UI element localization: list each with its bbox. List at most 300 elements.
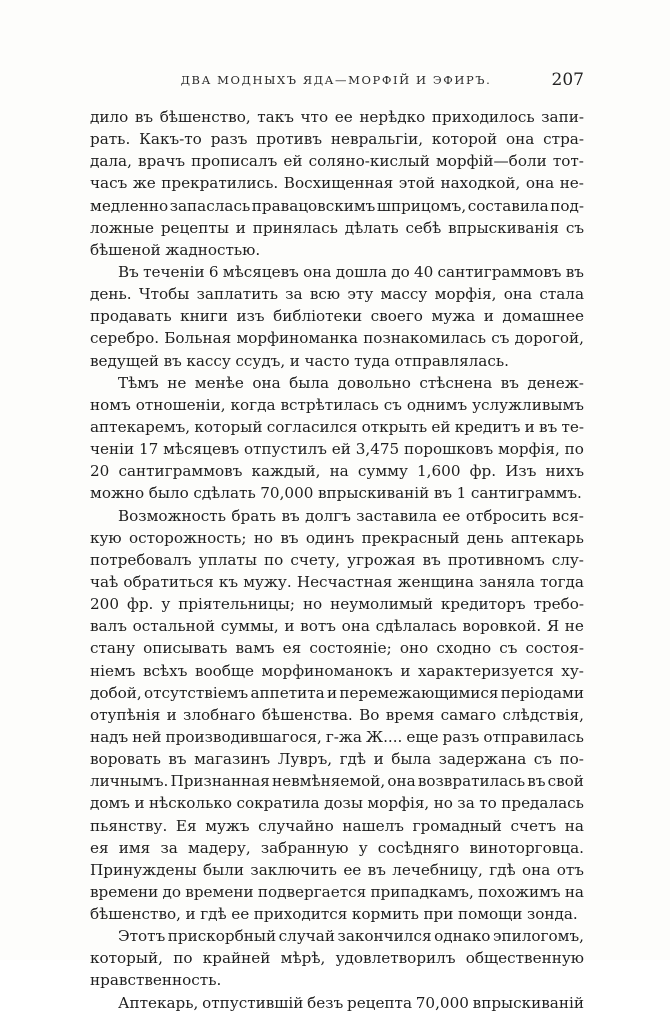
text-line bbox=[90, 505, 584, 527]
word: мужъ bbox=[205, 816, 250, 835]
word: закончился bbox=[337, 927, 432, 946]
word: стѣснена bbox=[419, 373, 493, 392]
word: имя bbox=[118, 838, 151, 857]
word: сумму bbox=[357, 462, 408, 481]
word: сантиграммовъ bbox=[118, 462, 243, 481]
word: счетъ bbox=[510, 816, 557, 835]
text-line bbox=[90, 571, 584, 593]
word: ей bbox=[431, 417, 451, 436]
word: дѣлать bbox=[344, 218, 399, 237]
word: сосѣдняго bbox=[377, 838, 460, 857]
word: брать bbox=[231, 506, 276, 525]
word: Лувръ, bbox=[277, 750, 333, 769]
word: отсутствіемъ bbox=[144, 683, 249, 702]
word: времени bbox=[185, 882, 254, 901]
word: порошковъ bbox=[404, 440, 494, 459]
word: ея bbox=[282, 639, 302, 658]
word: заключить bbox=[250, 860, 337, 879]
word: общественную bbox=[465, 949, 584, 968]
word: морфій—боли bbox=[435, 152, 547, 171]
word: случай bbox=[278, 927, 335, 946]
word: мадеру, bbox=[187, 838, 251, 857]
word: но bbox=[253, 528, 274, 547]
word: каждый, bbox=[251, 462, 321, 481]
word: г-жа bbox=[325, 727, 362, 746]
word: на bbox=[564, 816, 584, 835]
word: Принуждены bbox=[90, 860, 197, 879]
word: по bbox=[263, 550, 284, 569]
word: рецепты bbox=[160, 218, 229, 237]
word: прискорбный bbox=[167, 927, 277, 946]
word: за bbox=[457, 794, 475, 813]
word: пьянству. bbox=[90, 816, 168, 835]
text-line bbox=[90, 305, 584, 327]
text-line bbox=[90, 195, 584, 217]
word: въ bbox=[367, 860, 386, 879]
word: стану bbox=[90, 639, 136, 658]
word: нашелъ bbox=[342, 816, 404, 835]
word: ея bbox=[90, 838, 109, 857]
word: 17 bbox=[138, 440, 159, 459]
word: нихъ bbox=[545, 462, 584, 481]
word: сантиграммовъ bbox=[437, 262, 562, 281]
text-line bbox=[90, 704, 584, 726]
text-line bbox=[90, 615, 584, 637]
word: долгъ bbox=[305, 506, 351, 525]
word: съ bbox=[533, 750, 552, 769]
word: разъ bbox=[210, 130, 248, 149]
text-line bbox=[90, 128, 584, 150]
text-line bbox=[90, 748, 584, 770]
text-line bbox=[90, 460, 584, 482]
word: мѣсяцевъ bbox=[163, 440, 240, 459]
word: кредиторъ bbox=[440, 595, 526, 614]
word: нерѣдко bbox=[359, 108, 426, 126]
text-line bbox=[90, 527, 584, 549]
word: задержана bbox=[438, 750, 527, 769]
word: Какъ-то bbox=[139, 130, 202, 149]
word: 1 bbox=[456, 484, 467, 503]
word: бѣшенство, bbox=[159, 108, 251, 126]
word: стра- bbox=[543, 130, 584, 149]
word: отправлялась. bbox=[394, 351, 509, 370]
word: съ bbox=[499, 639, 518, 658]
text-line bbox=[90, 261, 584, 283]
text-line bbox=[90, 969, 584, 991]
word: въ bbox=[527, 772, 546, 791]
word: она bbox=[387, 772, 416, 791]
word: она bbox=[503, 285, 533, 304]
word: довольно bbox=[337, 373, 411, 392]
word: 20 bbox=[90, 462, 110, 481]
word: серебро. bbox=[90, 329, 160, 348]
word: до bbox=[391, 262, 410, 281]
word: кую bbox=[90, 528, 122, 547]
text-line bbox=[90, 859, 584, 881]
word: воровать bbox=[90, 750, 161, 769]
word: она bbox=[525, 174, 555, 193]
text-line bbox=[90, 726, 584, 748]
word: до bbox=[162, 882, 182, 901]
word: и bbox=[235, 218, 246, 237]
word: Въ bbox=[118, 262, 139, 281]
word: дорогой, bbox=[514, 329, 584, 348]
word: въ bbox=[163, 351, 182, 370]
word: и bbox=[166, 705, 177, 724]
word: состоя- bbox=[525, 639, 584, 658]
word: съ bbox=[383, 395, 402, 414]
word: отправилась bbox=[483, 727, 584, 746]
text-line bbox=[90, 150, 584, 172]
word: на bbox=[564, 882, 584, 901]
text-line bbox=[90, 837, 584, 859]
word: она bbox=[522, 860, 551, 879]
word: Ея bbox=[175, 816, 197, 835]
word: въ bbox=[168, 750, 187, 769]
word: Тѣмъ bbox=[118, 373, 159, 392]
word: по bbox=[564, 440, 584, 459]
text-line bbox=[90, 792, 584, 814]
text-line bbox=[90, 593, 584, 615]
word: нравственность. bbox=[90, 971, 222, 990]
word: изъ bbox=[236, 307, 265, 326]
word: припадкамъ, bbox=[370, 882, 474, 901]
word: услужливымъ bbox=[472, 395, 584, 414]
word: которой bbox=[431, 130, 498, 149]
word: можно bbox=[90, 484, 145, 503]
word: тогда bbox=[540, 572, 584, 591]
word: бѣшенство, bbox=[90, 905, 181, 924]
word: мѣсяцевъ bbox=[222, 262, 299, 281]
word: была bbox=[289, 373, 330, 392]
word: ведущей bbox=[90, 351, 160, 370]
word: отъ bbox=[556, 860, 584, 879]
word: періодами bbox=[500, 683, 584, 702]
word: 3,475 bbox=[355, 440, 400, 459]
word: она bbox=[252, 373, 281, 392]
word: заставила bbox=[356, 506, 437, 525]
word: сдѣлалась bbox=[375, 617, 457, 636]
word: пріятельницы; bbox=[178, 595, 295, 614]
word: Я bbox=[546, 617, 560, 636]
word: было bbox=[148, 484, 189, 503]
word: согласился bbox=[266, 417, 358, 436]
word: всѣхъ bbox=[142, 661, 188, 680]
word: часъ bbox=[90, 174, 128, 193]
word: морфія, bbox=[367, 794, 430, 813]
word: и bbox=[134, 794, 145, 813]
word: библіотеки bbox=[273, 307, 363, 326]
text-line bbox=[90, 637, 584, 659]
word: за bbox=[285, 285, 303, 304]
word: но bbox=[302, 595, 323, 614]
word: самаго bbox=[440, 705, 497, 724]
word: медленно bbox=[90, 196, 169, 215]
text-line bbox=[90, 815, 584, 837]
word: удовлетворилъ bbox=[335, 949, 456, 968]
word: съ bbox=[565, 218, 584, 237]
word: и bbox=[185, 905, 196, 924]
word: громадный bbox=[412, 816, 502, 835]
word: у bbox=[358, 838, 368, 857]
word: не- bbox=[559, 174, 584, 193]
word: въ bbox=[500, 373, 519, 392]
word: ссудъ, bbox=[235, 351, 286, 370]
word: сократила bbox=[236, 794, 320, 813]
word: под- bbox=[550, 196, 584, 215]
word: не bbox=[167, 373, 187, 392]
word: себѣ bbox=[405, 218, 442, 237]
word: лечебницу, bbox=[392, 860, 483, 879]
word: Этотъ bbox=[118, 927, 166, 946]
word: впрыскиваній bbox=[317, 484, 430, 503]
text-line bbox=[90, 217, 584, 239]
word: помощи bbox=[457, 905, 523, 924]
word: неумолимый bbox=[330, 595, 433, 614]
word: въ bbox=[134, 108, 154, 126]
word: и bbox=[289, 351, 300, 370]
word: виноторговца. bbox=[469, 838, 584, 857]
word: и bbox=[373, 750, 384, 769]
text-line bbox=[90, 106, 584, 128]
word: часто bbox=[304, 351, 350, 370]
word: въ bbox=[565, 262, 584, 281]
word: остальной bbox=[132, 617, 216, 636]
word: эту bbox=[347, 285, 374, 304]
text-line bbox=[90, 947, 584, 969]
word: открыть bbox=[361, 417, 428, 436]
word: противномъ bbox=[447, 550, 545, 569]
word: состояніе; bbox=[309, 639, 392, 658]
word: злобнаго bbox=[183, 705, 256, 724]
word: отпустившій bbox=[202, 993, 304, 1012]
word: морфиноманокъ bbox=[261, 661, 393, 680]
word: впрыскиванія bbox=[448, 218, 559, 237]
text-line bbox=[90, 172, 584, 194]
text-line bbox=[90, 660, 584, 682]
running-head bbox=[88, 70, 584, 92]
word: еще bbox=[406, 727, 439, 746]
word: то bbox=[479, 794, 497, 813]
word: была bbox=[391, 750, 432, 769]
word: продавать bbox=[90, 307, 172, 326]
text-line bbox=[90, 682, 584, 704]
word: производившагося, bbox=[165, 727, 322, 746]
word: на bbox=[329, 462, 349, 481]
word: ей bbox=[283, 152, 303, 171]
word: прекрасный bbox=[361, 528, 460, 547]
word: ніемъ bbox=[90, 661, 136, 680]
word: осторожность; bbox=[128, 528, 247, 547]
word: Во bbox=[359, 705, 380, 724]
word: когда bbox=[230, 395, 276, 414]
word: мужу. bbox=[243, 572, 292, 591]
word: описывать bbox=[143, 639, 228, 658]
word: отбросить bbox=[465, 506, 547, 525]
word: гдѣ bbox=[339, 750, 367, 769]
word: фр. bbox=[126, 595, 154, 614]
text-line bbox=[90, 372, 584, 394]
word: такъ bbox=[257, 108, 294, 126]
word: приходилось bbox=[431, 108, 535, 126]
word: Возможность bbox=[118, 506, 226, 525]
word: ее bbox=[231, 905, 250, 924]
word: она bbox=[341, 617, 370, 636]
word: фр. bbox=[469, 462, 497, 481]
word: вообще bbox=[194, 661, 255, 680]
word: нѣсколько bbox=[149, 794, 232, 813]
text-line bbox=[90, 239, 584, 261]
word: ложные bbox=[90, 218, 154, 237]
word: Ж.... bbox=[366, 727, 403, 746]
word: аптекаремъ, bbox=[90, 417, 191, 436]
word: валъ bbox=[90, 617, 127, 636]
word: 6 bbox=[208, 262, 219, 281]
word: сантиграммъ. bbox=[470, 484, 582, 503]
word: одинъ bbox=[305, 528, 355, 547]
text-line bbox=[90, 438, 584, 460]
word: кредитъ bbox=[454, 417, 521, 436]
word: въ bbox=[539, 417, 558, 436]
word: 40 bbox=[413, 262, 434, 281]
word: ченіи bbox=[90, 440, 135, 459]
word: были bbox=[203, 860, 245, 879]
word: аппетита bbox=[250, 683, 325, 702]
word: предалась bbox=[501, 794, 584, 813]
word: бѣшеной bbox=[90, 240, 161, 259]
text-line bbox=[90, 992, 584, 1014]
word: противъ bbox=[256, 130, 323, 149]
word: теченіи bbox=[143, 262, 205, 281]
word: гдѣ bbox=[489, 860, 516, 879]
word: времени bbox=[90, 882, 159, 901]
word: гдѣ bbox=[200, 905, 227, 924]
word: книги bbox=[180, 307, 228, 326]
word: похожимъ bbox=[478, 882, 561, 901]
word: мѣрѣ, bbox=[280, 949, 326, 968]
body-text bbox=[90, 106, 584, 1014]
word: Больная bbox=[164, 329, 232, 348]
word: стала bbox=[539, 285, 584, 304]
word: прекратились. bbox=[161, 174, 279, 193]
word: что bbox=[300, 108, 329, 126]
word: 200 bbox=[90, 595, 119, 614]
word: дозы bbox=[324, 794, 363, 813]
word: женщина bbox=[397, 572, 474, 591]
word: свой bbox=[547, 772, 584, 791]
word: подвергается bbox=[257, 882, 367, 901]
word: ее bbox=[334, 108, 353, 126]
word: и bbox=[483, 307, 494, 326]
word: въ bbox=[433, 484, 453, 503]
word: слѣдствія, bbox=[502, 705, 584, 724]
word: менѣе bbox=[194, 373, 244, 392]
word: и bbox=[284, 617, 295, 636]
word: сходно bbox=[436, 639, 492, 658]
word: счету, bbox=[290, 550, 341, 569]
word: у bbox=[161, 595, 171, 614]
word: и bbox=[326, 683, 338, 702]
word: запаслась bbox=[169, 196, 251, 215]
word: отупѣнія bbox=[90, 705, 161, 724]
text-line bbox=[90, 350, 584, 372]
word: Чтобы bbox=[138, 285, 190, 304]
word: безъ bbox=[307, 993, 344, 1012]
word: Аптекарь, bbox=[118, 993, 199, 1012]
word: ху- bbox=[561, 661, 584, 680]
word: въ bbox=[280, 528, 299, 547]
word: жадностью. bbox=[165, 240, 261, 259]
word: запи- bbox=[541, 108, 584, 126]
word: но bbox=[433, 794, 453, 813]
word: этой bbox=[398, 174, 435, 193]
word: день. bbox=[90, 285, 132, 304]
word: же bbox=[132, 174, 156, 193]
word: кассу bbox=[186, 351, 231, 370]
word: по bbox=[173, 949, 193, 968]
word: 70,000 bbox=[415, 993, 469, 1012]
word: который bbox=[194, 417, 263, 436]
word: забранную bbox=[260, 838, 349, 857]
word: обратиться bbox=[123, 572, 214, 591]
word: домъ bbox=[90, 794, 130, 813]
word: находкой, bbox=[440, 174, 521, 193]
word: рецепта bbox=[346, 993, 413, 1012]
word: аптекарь bbox=[510, 528, 584, 547]
word: принялась bbox=[252, 218, 338, 237]
word: надъ bbox=[90, 727, 129, 746]
word: въ bbox=[422, 550, 441, 569]
word: кормить bbox=[351, 905, 419, 924]
word: Несчастная bbox=[296, 572, 393, 591]
word: мужа bbox=[431, 307, 476, 326]
word: Признанная bbox=[170, 772, 270, 791]
word: заплатить bbox=[196, 285, 278, 304]
word: при bbox=[423, 905, 454, 924]
word: требо- bbox=[533, 595, 584, 614]
word: возвратилась bbox=[417, 772, 526, 791]
word: по- bbox=[559, 750, 584, 769]
word: крайней bbox=[202, 949, 271, 968]
word: вотъ bbox=[300, 617, 336, 636]
word: отпустилъ bbox=[243, 440, 327, 459]
word: день bbox=[466, 528, 504, 547]
word: однако bbox=[434, 927, 491, 946]
word: денеж- bbox=[527, 373, 584, 392]
word: дала, bbox=[90, 152, 132, 171]
word: добой, bbox=[90, 683, 142, 702]
word: и bbox=[400, 661, 411, 680]
word: за bbox=[160, 838, 178, 857]
word: морфія, bbox=[434, 285, 497, 304]
word: морфія, bbox=[497, 440, 560, 459]
word: 1,600 bbox=[417, 462, 461, 481]
word: отношеніи, bbox=[135, 395, 226, 414]
text-line bbox=[90, 327, 584, 349]
word: она bbox=[303, 262, 332, 281]
word: всю bbox=[309, 285, 341, 304]
word: и bbox=[524, 417, 535, 436]
word: 70,000 bbox=[260, 484, 314, 503]
word: къ bbox=[218, 572, 239, 591]
text-line bbox=[90, 394, 584, 416]
word: угрожая bbox=[347, 550, 416, 569]
word: который, bbox=[90, 949, 163, 968]
word: зонда. bbox=[526, 905, 578, 924]
word: заняла bbox=[479, 572, 535, 591]
word: случайно bbox=[258, 816, 334, 835]
text-line bbox=[90, 482, 584, 504]
